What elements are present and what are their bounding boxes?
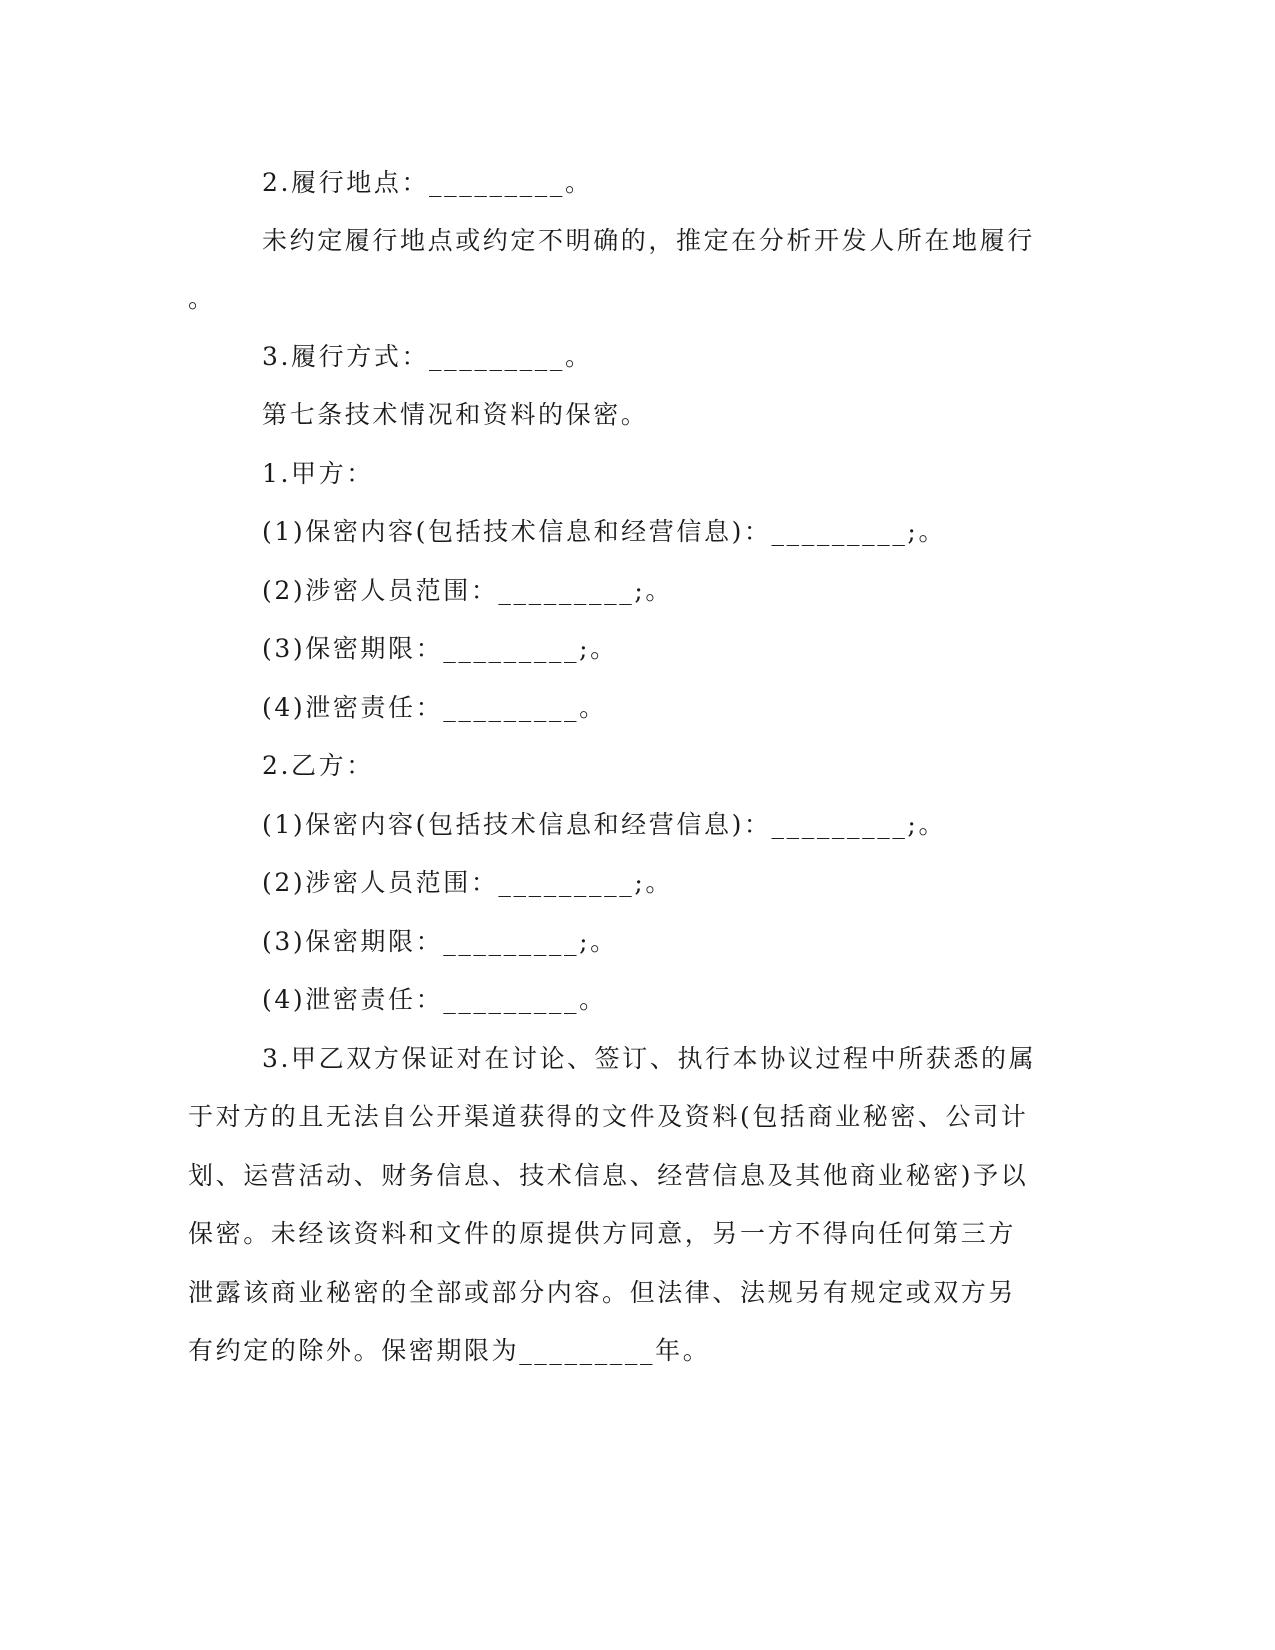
mutual-confidentiality-line-6: 有约定的除外。保密期限为_________年。 bbox=[188, 1336, 711, 1365]
article-seven-heading: 第七条技术情况和资料的保密。 bbox=[262, 400, 649, 429]
party-a-item-2: (2)涉密人员范围：_________;。 bbox=[262, 576, 673, 605]
clause-place-default-text: 未约定履行地点或约定不明确的，推定在分析开发人所在地履行 bbox=[262, 226, 1035, 255]
party-a-heading: 1.甲方： bbox=[262, 459, 374, 488]
clause-place-default-end: 。 bbox=[188, 284, 216, 313]
clause-performance-method: 3.履行方式：_________。 bbox=[262, 342, 593, 371]
party-a-item-3: (3)保密期限：_________;。 bbox=[262, 634, 618, 663]
clause-performance-place: 2.履行地点：_________。 bbox=[262, 168, 593, 197]
mutual-confidentiality-line-5: 泄露该商业秘密的全部或部分内容。但法律、法规另有规定或双方另 bbox=[188, 1278, 1017, 1307]
party-b-item-3: (3)保密期限：_________;。 bbox=[262, 927, 618, 956]
mutual-confidentiality-line-1: 3.甲乙双方保证对在讨论、签订、执行本协议过程中所获悉的属 bbox=[262, 1044, 1037, 1073]
party-b-item-4: (4)泄密责任：_________。 bbox=[262, 985, 607, 1014]
party-a-item-4: (4)泄密责任：_________。 bbox=[262, 693, 607, 722]
party-b-item-1: (1)保密内容(包括技术信息和经营信息)：_________;。 bbox=[262, 810, 947, 839]
mutual-confidentiality-line-3: 划、运营活动、财务信息、技术信息、经营信息及其他商业秘密)予以 bbox=[188, 1161, 1029, 1190]
party-a-item-1: (1)保密内容(包括技术信息和经营信息)：_________;。 bbox=[262, 517, 947, 546]
mutual-confidentiality-line-4: 保密。未经该资料和文件的原提供方同意，另一方不得向任何第三方 bbox=[188, 1219, 1017, 1248]
party-b-item-2: (2)涉密人员范围：_________;。 bbox=[262, 868, 673, 897]
party-b-heading: 2.乙方： bbox=[262, 751, 374, 780]
mutual-confidentiality-line-2: 于对方的且无法自公开渠道获得的文件及资料(包括商业秘密、公司计 bbox=[188, 1102, 1029, 1131]
